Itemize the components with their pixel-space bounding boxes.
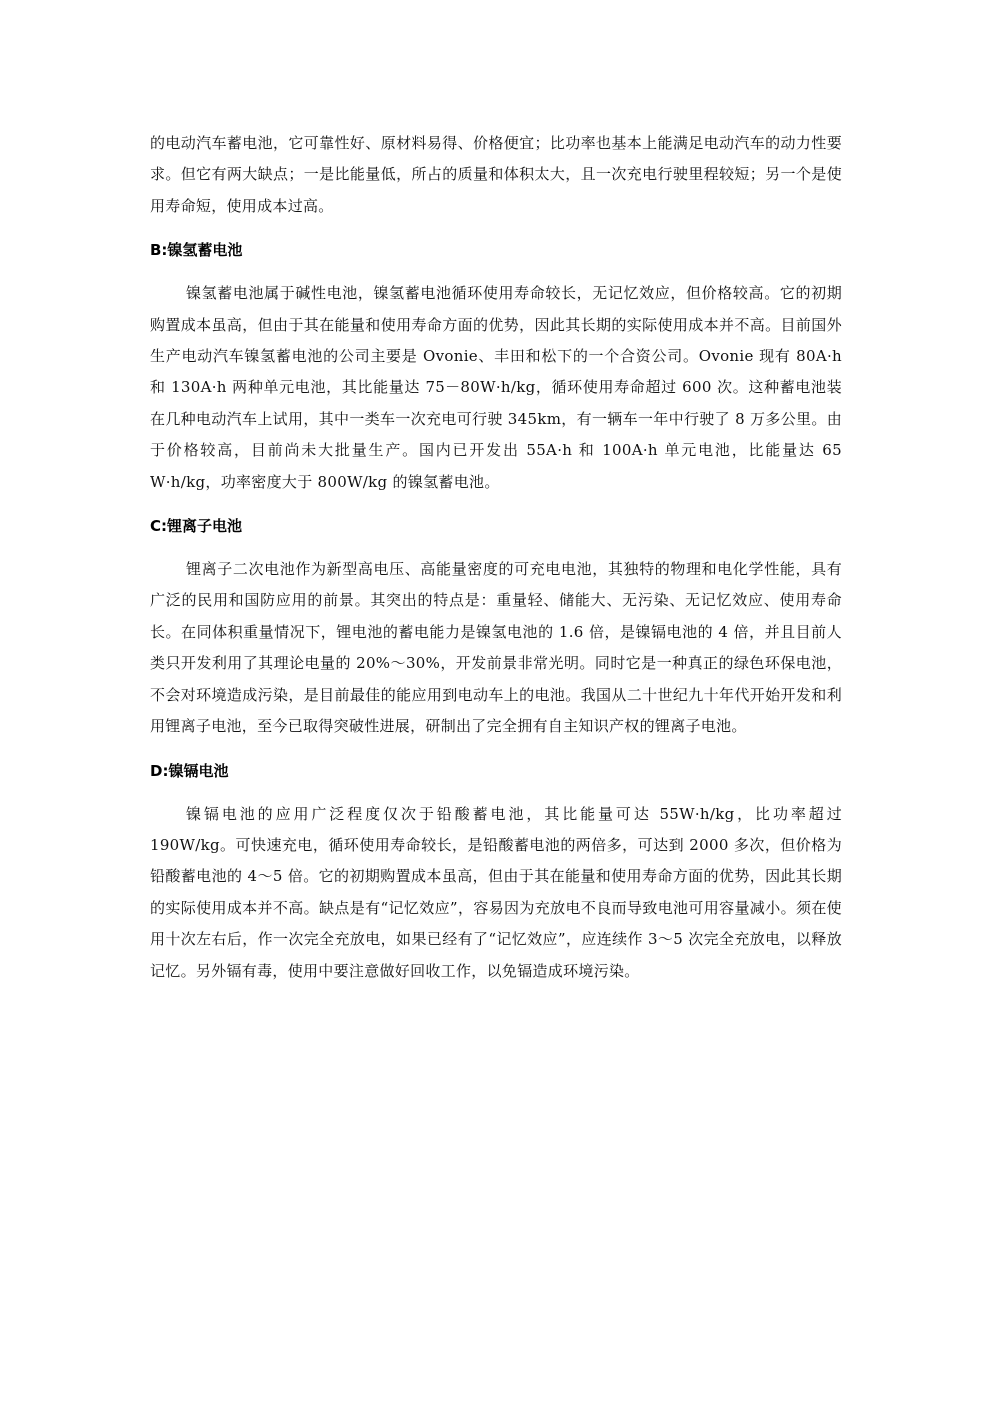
section-body-nicd: 镍镉电池的应用广泛程度仅次于铅酸蓄电池，其比能量可达 55W·h/kg，比功率超过 190W/kg。可快速充电，循环使用寿命较长，是铅酸蓄电池的两倍多，可达到 2000 多次，但价格为铅酸蓄电池的 4～5 倍。它的初期购置成本虽高，但由于其在能量和使用寿命方面的优势，因此其长期的实际使用成本并不高。缺点是有“记忆效应”，容易因为充放电不良而导致电池可用容量减小。须在使用十次左右后，作一次完全充放电，如果已经有了“记忆效应”，应连续作 3～5 次完全充放电，以释放记忆。另外镉有毒，使用中要注意做好回收工作，以免镉造成环境污染。 xyxy=(150,804,842,980)
section-heading-li-ion: C:锂离子电池 xyxy=(150,517,243,536)
section-nimh xyxy=(150,236,842,498)
section-heading-nimh: B:镍氢蓄电池 xyxy=(150,241,243,260)
document-page xyxy=(150,128,842,1001)
section-body-nimh: 镍氢蓄电池属于碱性电池，镍氢蓄电池循环使用寿命较长，无记忆效应，但价格较高。它的初期购置成本虽高，但由于其在能量和使用寿命方面的优势，因此其长期的实际使用成本并不高。目前国外生产电动汽车镍氢蓄电池的公司主要是 Ovonie、丰田和松下的一个合资公司。Ovonie 现有 80A·h 和 130A·h 两种单元电池，其比能量达 75－80W·h/kg，循环使用寿命超过 600 次。这种蓄电池装在几种电动汽车上试用，其中一类车一次充电可行驶 345km，有一辆车一年中行驶了 8 万多公里。由于价格较高，目前尚未大批量生产。国内已开发出 55A·h 和 100A·h 单元电池，比能量达 65 W·h/kg，功率密度大于 800W/kg 的镍氢蓄电池。 xyxy=(150,284,842,491)
section-li-ion xyxy=(150,512,842,742)
section-heading-nicd: D:镍镉电池 xyxy=(150,761,229,780)
intro-paragraph: 的电动汽车蓄电池，它可靠性好、原材料易得、价格便宜；比功率也基本上能满足电动汽车的动力性要求。但它有两大缺点；一是比能量低，所占的质量和体积太大，且一次充电行驶里程较短；另一个是使用寿命短，使用成本过高。 xyxy=(150,134,842,215)
section-body-li-ion: 锂离子二次电池作为新型高电压、高能量密度的可充电电池，其独特的物理和电化学性能，具有广泛的民用和国防应用的前景。其突出的特点是：重量轻、储能大、无污染、无记忆效应、使用寿命长。在同体积重量情况下，锂电池的蓄电能力是镍氢电池的 1.6 倍，是镍镉电池的 4 倍，并且目前人类只开发利用了其理论电量的 20%～30%，开发前景非常光明。同时它是一种真正的绿色环保电池，不会对环境造成污染，是目前最佳的能应用到电动车上的电池。我国从二十世纪九十年代开始开发和利用锂离子电池，至今已取得突破性进展，研制出了完全拥有自主知识产权的锂离子电池。 xyxy=(150,560,842,736)
section-nicd xyxy=(150,757,842,987)
